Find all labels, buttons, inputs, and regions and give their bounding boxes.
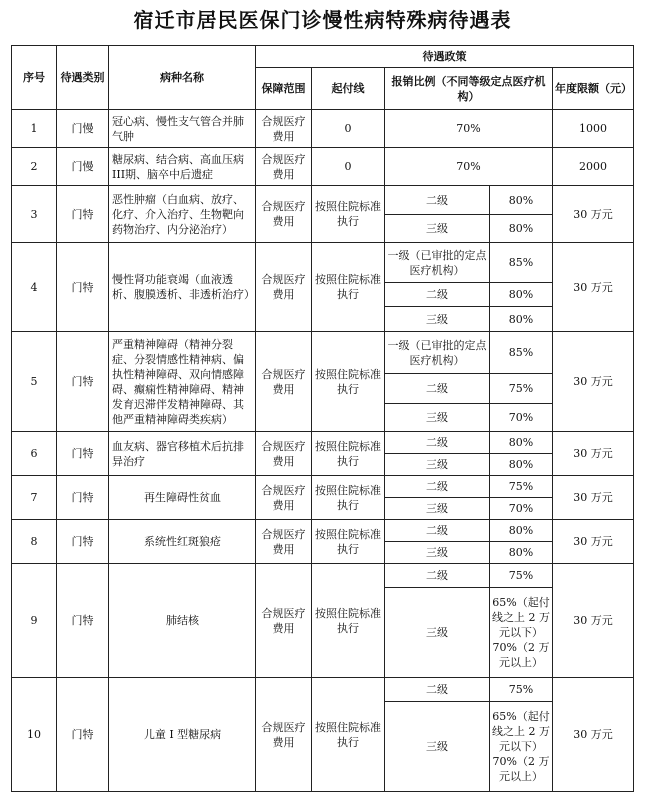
cell-seq: 4 <box>12 243 57 332</box>
cell-level: 二级 <box>385 520 490 542</box>
cell-level: 三级 <box>385 215 490 243</box>
header-policy: 待遇政策 <box>256 46 634 68</box>
cell-seq: 8 <box>12 520 57 564</box>
cell-scope: 合规医疗费用 <box>256 432 312 476</box>
cell-disease: 儿童 I 型糖尿病 <box>109 678 256 792</box>
cell-ratio: 70% <box>385 148 553 186</box>
cell-level-ratio: 80% <box>490 520 553 542</box>
header-seq: 序号 <box>12 46 57 110</box>
cell-seq: 7 <box>12 476 57 520</box>
cell-level: 三级 <box>385 542 490 564</box>
cell-disease: 慢性肾功能衰竭（血液透析、腹膜透析、非透析治疗） <box>109 243 256 332</box>
cell-scope: 合规医疗费用 <box>256 678 312 792</box>
cell-limit: 30 万元 <box>553 332 634 432</box>
cell-level: 三级 <box>385 307 490 332</box>
cell-limit: 30 万元 <box>553 678 634 792</box>
cell-level-ratio: 75% <box>490 476 553 498</box>
cell-limit: 2000 <box>553 148 634 186</box>
cell-disease: 糖尿病、结合病、高血压病III期、脑卒中后遗症 <box>109 148 256 186</box>
cell-level-ratio: 70% <box>490 404 553 432</box>
cell-threshold: 按照住院标准执行 <box>312 564 385 678</box>
cell-scope: 合规医疗费用 <box>256 110 312 148</box>
cell-level: 二级 <box>385 283 490 307</box>
header-scope: 保障范围 <box>256 68 312 110</box>
table-row <box>12 110 634 148</box>
cell-scope: 合规医疗费用 <box>256 564 312 678</box>
table-row <box>12 520 634 542</box>
cell-level: 三级 <box>385 454 490 476</box>
table-row <box>12 243 634 283</box>
page-title: 宿迁市居民医保门诊慢性病特殊病待遇表 <box>133 8 512 32</box>
cell-disease: 肺结核 <box>109 564 256 678</box>
cell-level-ratio: 85% <box>490 243 553 283</box>
cell-level: 二级 <box>385 678 490 702</box>
cell-limit: 30 万元 <box>553 520 634 564</box>
cell-threshold: 按照住院标准执行 <box>312 243 385 332</box>
header-disease: 病种名称 <box>109 46 256 110</box>
cell-limit: 30 万元 <box>553 186 634 243</box>
table-row <box>12 148 634 186</box>
cell-disease: 冠心病、慢性支气管合并肺气肿 <box>109 110 256 148</box>
cell-disease: 血友病、器官移植术后抗排异治疗 <box>109 432 256 476</box>
cell-level-ratio: 70% <box>490 498 553 520</box>
table-row <box>12 564 634 588</box>
header-threshold: 起付线 <box>312 68 385 110</box>
table-row <box>12 186 634 215</box>
cell-level-ratio: 80% <box>490 283 553 307</box>
cell-threshold: 按照住院标准执行 <box>312 476 385 520</box>
cell-level: 三级 <box>385 702 490 792</box>
cell-limit: 30 万元 <box>553 432 634 476</box>
cell-ratio: 70% <box>385 110 553 148</box>
cell-threshold: 按照住院标准执行 <box>312 186 385 243</box>
table-row <box>12 678 634 702</box>
header-limit: 年度限额（元） <box>553 68 634 110</box>
cell-category: 门特 <box>57 186 109 243</box>
cell-disease: 系统性红斑狼疮 <box>109 520 256 564</box>
cell-category: 门特 <box>57 520 109 564</box>
cell-category: 门特 <box>57 476 109 520</box>
cell-level: 二级 <box>385 432 490 454</box>
cell-level: 一级（已审批的定点医疗机构） <box>385 243 490 283</box>
cell-level: 一级（已审批的定点医疗机构） <box>385 332 490 374</box>
cell-seq: 9 <box>12 564 57 678</box>
cell-scope: 合规医疗费用 <box>256 520 312 564</box>
cell-threshold: 按照住院标准执行 <box>312 432 385 476</box>
cell-seq: 3 <box>12 186 57 243</box>
cell-level: 三级 <box>385 498 490 520</box>
cell-category: 门特 <box>57 678 109 792</box>
cell-level-ratio: 65%（起付线之上 2 万元以下）70%（2 万元以上） <box>490 702 553 792</box>
cell-category: 门特 <box>57 564 109 678</box>
cell-limit: 1000 <box>553 110 634 148</box>
cell-scope: 合规医疗费用 <box>256 243 312 332</box>
cell-seq: 2 <box>12 148 57 186</box>
cell-level-ratio: 80% <box>490 307 553 332</box>
cell-level-ratio: 85% <box>490 332 553 374</box>
cell-level-ratio: 80% <box>490 454 553 476</box>
cell-threshold: 按照住院标准执行 <box>312 520 385 564</box>
cell-seq: 1 <box>12 110 57 148</box>
table-row <box>12 476 634 498</box>
cell-level-ratio: 75% <box>490 678 553 702</box>
cell-disease: 再生障碍性贫血 <box>109 476 256 520</box>
cell-level-ratio: 75% <box>490 564 553 588</box>
cell-threshold: 按照住院标准执行 <box>312 332 385 432</box>
cell-seq: 5 <box>12 332 57 432</box>
cell-category: 门特 <box>57 432 109 476</box>
cell-disease: 严重精神障碍（精神分裂症、分裂情感性精神病、偏执性精神障碍、双向情感障碍、癫痫性精神障碍、精神发育迟滞伴发精神障碍、其他严重精神障碍类疾病） <box>109 332 256 432</box>
cell-level-ratio: 80% <box>490 542 553 564</box>
treatment-table <box>11 45 634 792</box>
cell-scope: 合规医疗费用 <box>256 332 312 432</box>
cell-level-ratio: 80% <box>490 215 553 243</box>
cell-seq: 10 <box>12 678 57 792</box>
cell-seq: 6 <box>12 432 57 476</box>
cell-level-ratio: 75% <box>490 374 553 404</box>
cell-limit: 30 万元 <box>553 476 634 520</box>
cell-threshold: 0 <box>312 148 385 186</box>
cell-level-ratio: 80% <box>490 432 553 454</box>
header-category: 待遇类别 <box>57 46 109 110</box>
cell-level: 二级 <box>385 476 490 498</box>
cell-level: 二级 <box>385 374 490 404</box>
cell-category: 门慢 <box>57 110 109 148</box>
cell-threshold: 按照住院标准执行 <box>312 678 385 792</box>
cell-scope: 合规医疗费用 <box>256 148 312 186</box>
header-ratio: 报销比例（不同等级定点医疗机构） <box>385 68 553 110</box>
cell-level: 二级 <box>385 186 490 215</box>
cell-limit: 30 万元 <box>553 564 634 678</box>
cell-scope: 合规医疗费用 <box>256 186 312 243</box>
cell-level-ratio: 65%（起付线之上 2 万元以下）70%（2 万元以上） <box>490 588 553 678</box>
cell-category: 门特 <box>57 332 109 432</box>
cell-category: 门特 <box>57 243 109 332</box>
cell-limit: 30 万元 <box>553 243 634 332</box>
cell-level: 二级 <box>385 564 490 588</box>
cell-level: 三级 <box>385 588 490 678</box>
cell-disease: 恶性肿瘤（白血病、放疗、化疗、介入治疗、生物靶向药物治疗、内分泌治疗） <box>109 186 256 243</box>
cell-category: 门慢 <box>57 148 109 186</box>
table-row <box>12 332 634 374</box>
cell-level: 三级 <box>385 404 490 432</box>
cell-scope: 合规医疗费用 <box>256 476 312 520</box>
cell-level-ratio: 80% <box>490 186 553 215</box>
table-row <box>12 432 634 454</box>
cell-threshold: 0 <box>312 110 385 148</box>
